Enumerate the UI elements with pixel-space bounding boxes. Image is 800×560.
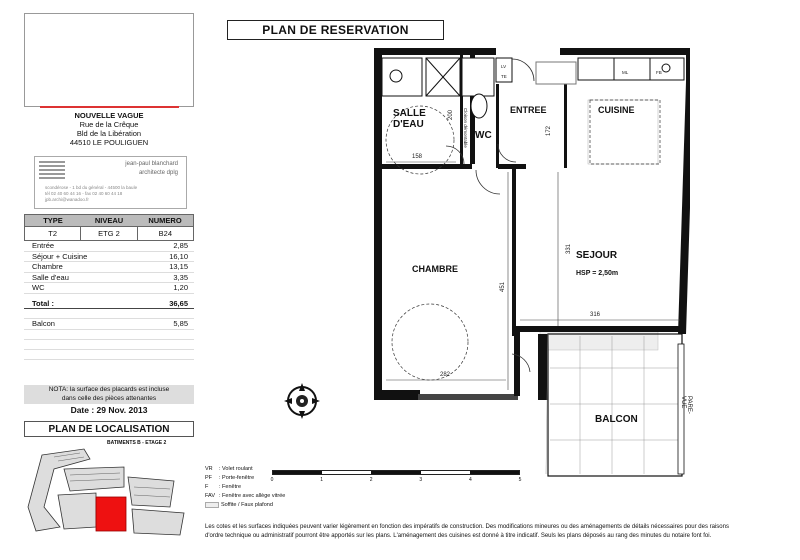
legend-key: FAV [205, 493, 215, 499]
legend-text: : Porte-fenêtre [219, 475, 255, 481]
table-header-values [24, 227, 194, 241]
architect-title: architecte dplg [138, 170, 178, 176]
table-spacer [24, 309, 194, 319]
wall [418, 394, 518, 400]
logo-underline [40, 106, 179, 108]
wall [678, 82, 690, 334]
value-type: T2 [25, 227, 81, 240]
room-balcon-label: BALCON [595, 414, 638, 425]
program-logo-box [24, 13, 194, 107]
room-salle-eau-line-1: SALLE [393, 108, 426, 119]
fb-label: FB [656, 70, 662, 75]
plan-title: PLAN DE RESERVATION [227, 20, 444, 40]
soffite-swatch [205, 502, 219, 508]
surface-table [24, 214, 194, 360]
localisation-map [24, 447, 194, 540]
wall [560, 48, 690, 55]
localisation-title: PLAN DE LOCALISATION [24, 421, 194, 437]
address-line-1: Rue de la Crêque [79, 120, 139, 129]
architect-name: jean-paul blanchard [125, 161, 178, 167]
table-row [24, 262, 194, 273]
cloison-label: Cloison démontable [463, 108, 468, 148]
te-label: TE [501, 74, 507, 79]
balcon-value: 5,85 [173, 319, 188, 328]
room-cuisine-label: CUISINE [598, 105, 635, 115]
balcony-outline [548, 334, 682, 476]
architect-logo [39, 161, 65, 179]
table-spacer [24, 340, 194, 350]
wall [686, 48, 690, 82]
legend-key: PF [205, 475, 213, 481]
building-block [58, 493, 96, 529]
row-value: 1,20 [173, 283, 188, 292]
total-label: Total : [32, 298, 54, 308]
floor-plan [250, 44, 690, 484]
dim-282: 282 [440, 372, 451, 378]
address-line-3: 44510 LE POULIGUEN [69, 138, 149, 147]
total-row [24, 299, 194, 310]
row-label: Entrée [32, 241, 55, 250]
legend-text: : Fenêtre avec allège vitrée [219, 493, 286, 499]
table-spacer [24, 350, 194, 360]
nota-box [24, 385, 194, 404]
header-type: TYPE [43, 216, 63, 225]
scale-tick: 0 [270, 477, 274, 483]
nota-line-1: NOTA: la surface des placards est incluse [48, 386, 170, 393]
legend-soffite [205, 501, 285, 510]
room-entree-label: ENTREE [510, 105, 547, 115]
architect-info-2: tél 02 40 60 44 16 - fax 02 40 60 44 18 [45, 191, 123, 196]
architect-info-1: scondérose - 1 bd du général - 44500 la baule [45, 185, 138, 190]
scale-tick: 5 [518, 477, 522, 483]
door-swing [512, 59, 534, 81]
kitchen-sink [578, 58, 614, 80]
table-header [24, 214, 194, 227]
wall [538, 334, 548, 400]
table-row [24, 283, 194, 294]
ceiling-height-label: HSP = 2,50m [576, 270, 619, 277]
plan-date: Date : 29 Nov. 2013 [70, 405, 148, 415]
wall [374, 48, 496, 55]
table-row [24, 241, 194, 252]
scale-tick: 1 [320, 477, 323, 483]
wall [496, 84, 499, 168]
wall [374, 390, 420, 400]
legend-text: : Volet roulant [219, 466, 253, 472]
room-wc-label: WC [475, 130, 492, 141]
table-spacer [24, 330, 194, 340]
wall [514, 326, 686, 332]
cooktop [614, 58, 650, 80]
scale-ticks [272, 475, 520, 484]
row-label: Chambre [32, 262, 63, 271]
wall [374, 164, 472, 169]
value-niveau: ETG 2 [81, 227, 137, 240]
lv-label: LV [501, 64, 507, 69]
footnote [205, 523, 775, 541]
row-value: 3,35 [173, 272, 188, 282]
scale-tick: 4 [469, 477, 472, 483]
legend-key: F [205, 484, 209, 490]
balcon-label: Balcon [32, 319, 55, 328]
dim-200: 200 [448, 109, 454, 120]
toilet [471, 94, 487, 118]
room-salle-eau-label [393, 108, 426, 130]
wc-cistern [462, 58, 494, 96]
architect-info [45, 185, 137, 203]
scale-tick: 2 [369, 477, 373, 483]
room-salle-eau-line-2: D'EAU [393, 119, 424, 130]
wall [374, 48, 382, 400]
architect-info-3: jpb.archi@wanadoo.fr [45, 197, 89, 202]
scale-bar [272, 470, 520, 486]
dim-316: 316 [590, 312, 601, 318]
hob-burner [662, 64, 670, 72]
dim-158: 158 [412, 154, 423, 160]
nota-line-2: dans celle des pièces attenantes [61, 395, 157, 402]
total-value: 36,65 [169, 298, 188, 308]
building-block [128, 477, 174, 507]
door-swing [476, 170, 500, 194]
row-value: 13,15 [169, 262, 188, 271]
row-label: WC [32, 283, 45, 292]
basin [390, 70, 402, 82]
footnote-line-2: d'ordre technique ou administratif pourront être apportés sur les plans. L'aménagement des cuisines est donné à titre indicatif. Seuls les plans déposés au rang des minutes du notaire font foi. [205, 533, 712, 539]
header-numero: NUMERO [148, 216, 182, 225]
entry-closet [536, 62, 576, 84]
row-value: 16,10 [169, 251, 188, 261]
building-block [132, 509, 184, 535]
dim-331: 331 [566, 243, 572, 254]
apartment-location-highlight [96, 497, 126, 531]
localisation-subtitle: BATIMENTS B - ETAGE 2 [107, 440, 167, 446]
row-label: Séjour + Cuisine [32, 251, 88, 261]
balcon-row [24, 319, 194, 330]
pare-vue-label: PARE-VUE [680, 396, 692, 414]
architect-stamp [34, 156, 187, 209]
footnote-line-1: Les cotes et les surfaces indiquées peuvent varier légèrement en fonction des impératifs de construction. Des modifications mineures ou des aménagements de détails nécessaires pour des raisons [205, 524, 729, 530]
legend-item [205, 492, 285, 501]
door-swing [498, 144, 516, 162]
scale-tick: 3 [419, 477, 423, 483]
dim-451: 451 [500, 281, 506, 292]
wall [512, 168, 516, 336]
dim-172: 172 [546, 125, 552, 136]
turning-circle [392, 304, 468, 380]
wall [564, 82, 567, 168]
table-row [24, 273, 194, 284]
wall [514, 326, 520, 396]
program-name: NOUVELLE VAGUE [74, 111, 144, 120]
room-sejour-label: SEJOUR [576, 250, 618, 261]
compass-rose [284, 383, 320, 419]
room-chambre-label: CHAMBRE [412, 264, 458, 274]
row-label: Salle d'eau [32, 272, 69, 282]
row-value: 2,85 [173, 241, 188, 250]
legend-text: : Fenêtre [219, 484, 242, 490]
address-block [24, 111, 194, 147]
value-numero: B24 [158, 229, 172, 238]
address-line-2: Bld de la Libération [76, 129, 142, 138]
table-row [24, 252, 194, 263]
ml-label: ML [622, 70, 629, 75]
legend-key: VR [205, 466, 213, 472]
header-niveau: NIVEAU [94, 216, 124, 225]
soffite-text: Soffite / Faux plafond [221, 502, 273, 508]
